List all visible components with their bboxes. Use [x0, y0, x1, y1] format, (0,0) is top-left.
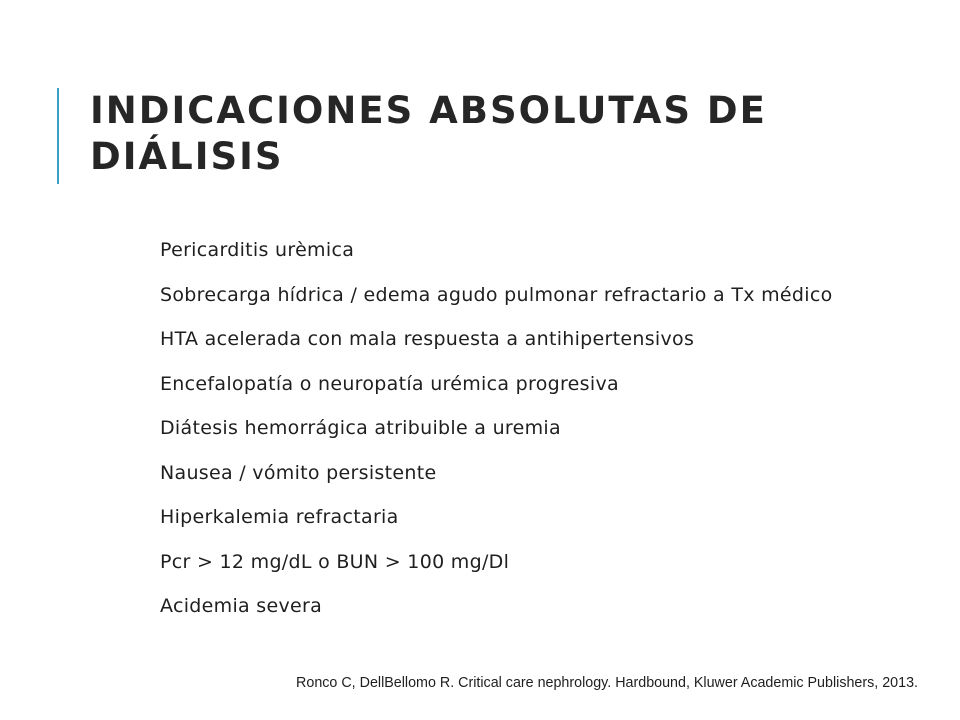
list-item: Pericarditis urèmica: [160, 239, 355, 261]
list-item: Encefalopatía o neuropatía urémica progresiva: [160, 372, 619, 395]
list-item: Pcr > 12 mg/dL o BUN > 100 mg/Dl: [160, 550, 510, 573]
list-item: HTA acelerada con mala respuesta a antihipertensivos: [160, 328, 695, 350]
slide-title: INDICACIONES ABSOLUTAS DE DIÁLISIS: [90, 89, 767, 178]
list-item: Diátesis hemorrágica atribuible a uremia: [160, 417, 561, 439]
list-item: Sobrecarga hídrica / edema agudo pulmonar refractario a Tx médico: [160, 283, 833, 306]
indication-list: [160, 240, 850, 641]
list-item: Nausea / vómito persistente: [160, 461, 437, 484]
list-item: Acidemia severa: [160, 595, 323, 617]
title-accent-bar: [57, 88, 59, 184]
list-item: Hiperkalemia refractaria: [160, 506, 399, 528]
citation-footnote: Ronco C, DellBellomo R. Critical care nephrology. Hardbound, Kluwer Academic Publishers, 2013.: [296, 675, 918, 691]
